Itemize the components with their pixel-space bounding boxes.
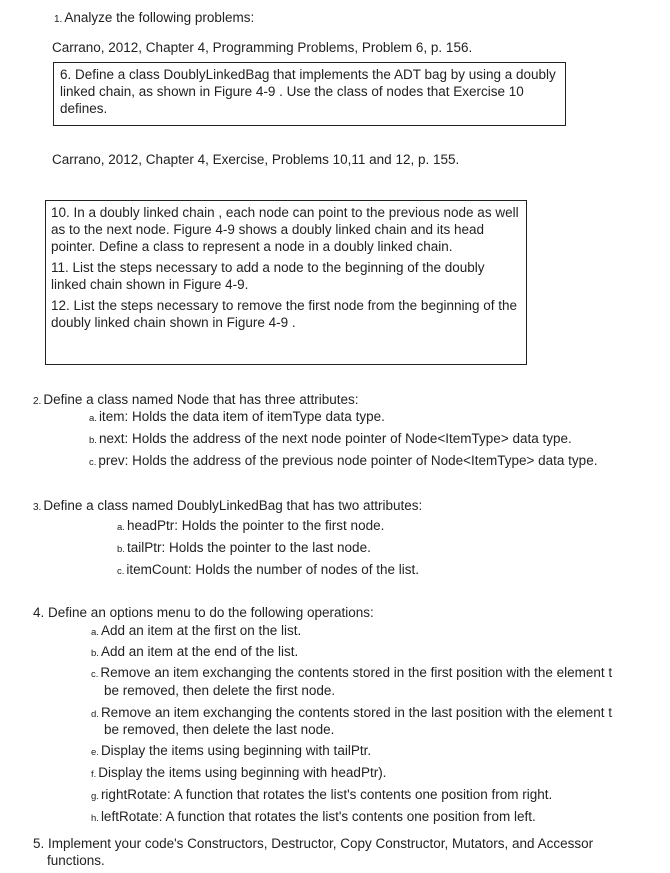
reference-2: Carrano, 2012, Chapter 4, Exercise, Problems 10,11 and 12, p. 155. [52, 152, 460, 167]
section-5-line-1: 5. Implement your code's Constructors, Destructor, Copy Constructor, Mutators, and Accessor [33, 836, 594, 851]
problem-6-box [53, 62, 566, 126]
section-4-number: 4. [33, 605, 45, 620]
list-item: g. rightRotate: A function that rotates the list's contents one position from right. [91, 787, 553, 802]
exercise-10-text: 10. In a doubly linked chain , each node can point to the previous node as well as to the next node. Figure 4-9 shows a doubly linked chain and its head pointer. Define a class to represent a node in a doubly linked chain. [51, 205, 519, 254]
section-2-number: 2. [33, 396, 42, 407]
section-4-heading: 4. Define an options menu to do the following operations: [33, 605, 374, 620]
list-item: a. item: Holds the data item of itemType data type. [89, 409, 385, 424]
list-item: b. tailPtr: Holds the pointer to the last node. [117, 540, 371, 555]
exercise-11-text: 11. List the steps necessary to add a node to the beginning of the doubly linked chain shown in Figure 4-9. [51, 260, 485, 292]
list-item: b. next: Holds the address of the next node pointer of Node<ItemType> data type. [89, 431, 572, 446]
section-2-heading: 2. Define a class named Node that has three attributes: [33, 392, 359, 407]
section-5-number: 5. [33, 836, 45, 851]
exercise-12-text: 12. List the steps necessary to remove the first node from the beginning of the doubly linked chain shown in Figure 4-9 . [51, 298, 518, 330]
problem-6-text: 6. Define a class DoublyLinkedBag that implements the ADT bag by using a doubly linked chain, as shown in Figure 4-9 . Use the class of nodes that Exercise 10 defines. [60, 67, 556, 116]
list-item: h. leftRotate: A function that rotates the list's contents one position from left. [91, 809, 536, 824]
list-item: c. prev: Holds the address of the previous node pointer of Node<ItemType> data type. [89, 453, 598, 468]
section-1-heading: 1. Analyze the following problems: [54, 10, 255, 25]
exercises-box [45, 200, 527, 365]
list-item-continuation: be removed, then delete the first node. [104, 683, 336, 698]
list-item: d. Remove an item exchanging the contents stored in the last position with the element t [91, 705, 612, 720]
section-3-heading: 3. Define a class named DoublyLinkedBag that has two attributes: [33, 498, 423, 513]
list-item: b. Add an item at the end of the list. [91, 644, 299, 659]
list-item: e. Display the items using beginning with tailPtr. [91, 743, 372, 758]
list-item: f. Display the items using beginning with headPtr). [91, 765, 387, 780]
list-item: a. headPtr: Holds the pointer to the first node. [117, 518, 385, 533]
section-5-line-2: functions. [47, 853, 105, 868]
list-item-continuation: be removed, then delete the last node. [104, 722, 335, 737]
section-3-number: 3. [33, 502, 42, 513]
list-item: a. Add an item at the first on the list. [91, 623, 302, 638]
list-item: c. Remove an item exchanging the contents stored in the first position with the element t [91, 665, 613, 680]
list-item: c. itemCount: Holds the number of nodes of the list. [117, 562, 420, 577]
section-1-number: 1. [54, 14, 63, 25]
reference-1: Carrano, 2012, Chapter 4, Programming Problems, Problem 6, p. 156. [52, 40, 473, 55]
